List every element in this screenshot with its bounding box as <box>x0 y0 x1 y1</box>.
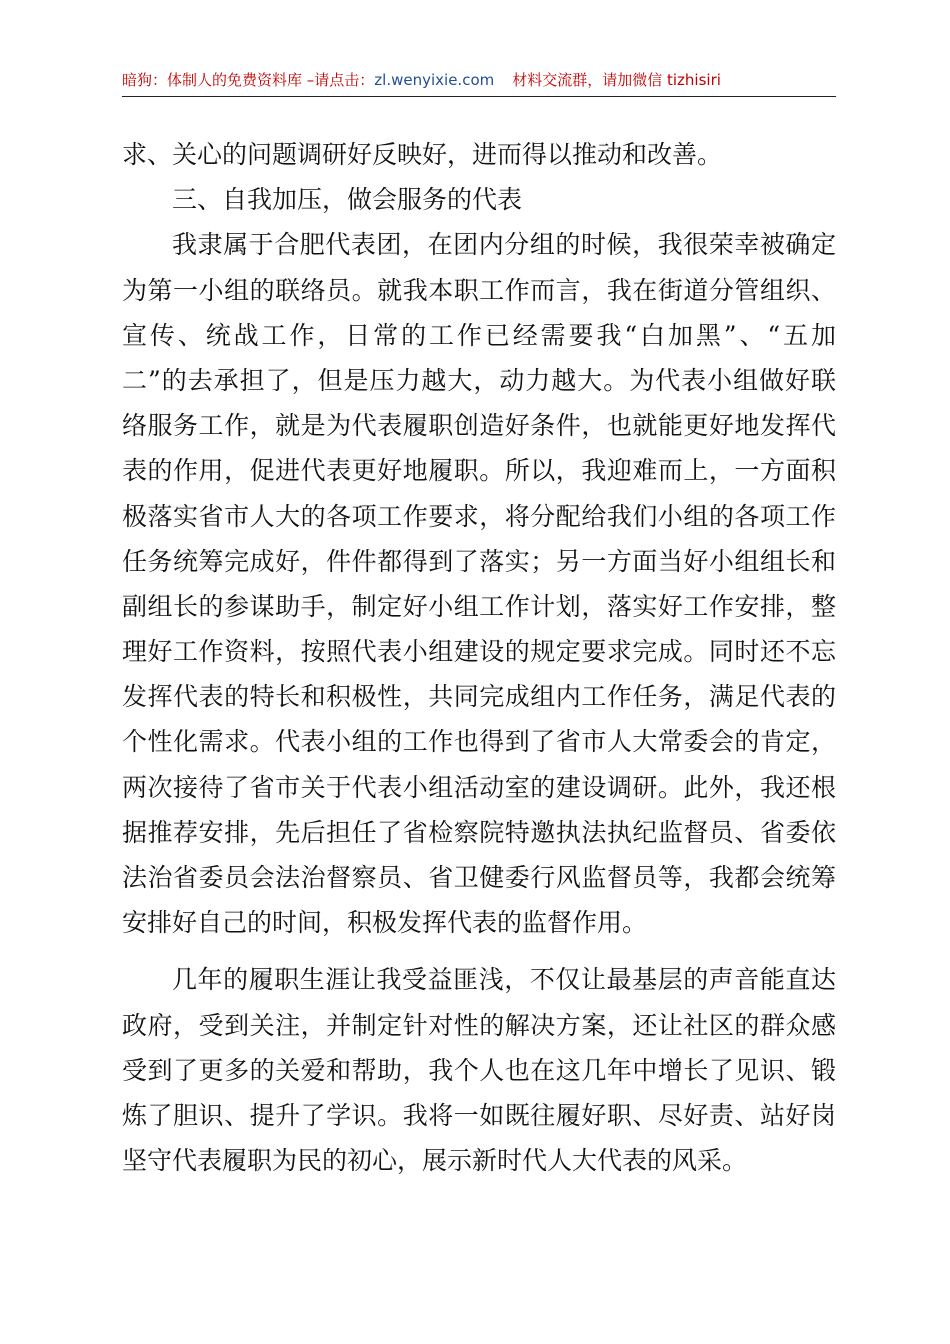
document-body <box>122 132 836 1183</box>
paragraph-line: 受到了更多的关爱和帮助，我个人也在这几年中增长了见识、锻 <box>122 1055 836 1085</box>
paragraph-line: 理好工作资料，按照代表小组建设的规定要求完成。同时还不忘 <box>122 637 836 667</box>
paragraph-line: 极落实省市人大的各项工作要求，将分配给我们小组的各项工作 <box>122 501 836 531</box>
paragraph-line: 法治省委员会法治督察员、省卫健委行风监督员等，我都会统筹 <box>122 863 836 892</box>
paragraph-line: 发挥代表的特长和积极性，共同完成组内工作任务，满足代表的 <box>122 682 836 712</box>
paragraph-line: 据推荐安排，先后担任了省检察院特邀执法执纪监督员、省委依 <box>122 817 836 847</box>
paragraph-line: 坚守代表履职为民的初心，展示新时代人大代表的风采。 <box>122 1146 748 1176</box>
paragraph-line: 个性化需求。代表小组的工作也得到了省市人大常委会的肯定， <box>122 727 836 757</box>
paragraph-line: 宣传、统战工作，日常的工作已经需要我“白加黑”、“五加 <box>122 320 836 350</box>
header-prompt: –请点击： <box>302 71 375 89</box>
paragraph-gap <box>122 945 836 957</box>
section-heading: 三、自我加压，做会服务的代表 <box>172 185 523 215</box>
paragraph-line: 两次接待了省市关于代表小组活动室的建设调研。此外，我还根 <box>122 772 836 802</box>
paragraph-line: 安排好自己的时间，积极发挥代表的监督作用。 <box>122 908 648 938</box>
paragraph-line: 几年的履职生涯让我受益匪浅，不仅让最基层的声音能直达 <box>172 965 836 995</box>
paragraph-line: 政府，受到关注，并制定针对性的解决方案，还让社区的群众感 <box>122 1010 836 1040</box>
paragraph-line: 表的作用，促进代表更好地履职。所以，我迎难而上，一方面积 <box>122 456 836 486</box>
paragraph-line: 炼了胆识、提升了学识。我将一如既往履好职、尽好责、站好岗 <box>122 1100 836 1130</box>
paragraph-line: 任务统筹完成好，件件都得到了落实；另一方面当好小组组长和 <box>122 546 836 576</box>
page-header <box>122 66 836 97</box>
paragraph-line: 络服务工作，就是为代表履职创造好条件，也就能更好地发挥代 <box>122 411 836 441</box>
paragraph-line: 我隶属于合肥代表团，在团内分组的时候，我很荣幸被确定 <box>172 230 836 260</box>
header-brand: 暗狗：体制人的免费资料库 <box>122 71 303 89</box>
paragraph-line: 副组长的参谋助手，制定好小组工作计划，落实好工作安排，整 <box>122 591 836 621</box>
header-link[interactable]: zl.wenyixie.com <box>374 71 495 89</box>
paragraph-line: 求、关心的问题调研好反映好，进而得以推动和改善。 <box>122 140 723 169</box>
paragraph-line: 为第一小组的联络员。就我本职工作而言，我在街道分管组织、 <box>122 275 836 305</box>
paragraph-line: 二”的去承担了，但是压力越大，动力越大。为代表小组做好联 <box>122 365 836 395</box>
header-contact: 材料交流群，请加微信 tizhisiri <box>512 71 721 89</box>
